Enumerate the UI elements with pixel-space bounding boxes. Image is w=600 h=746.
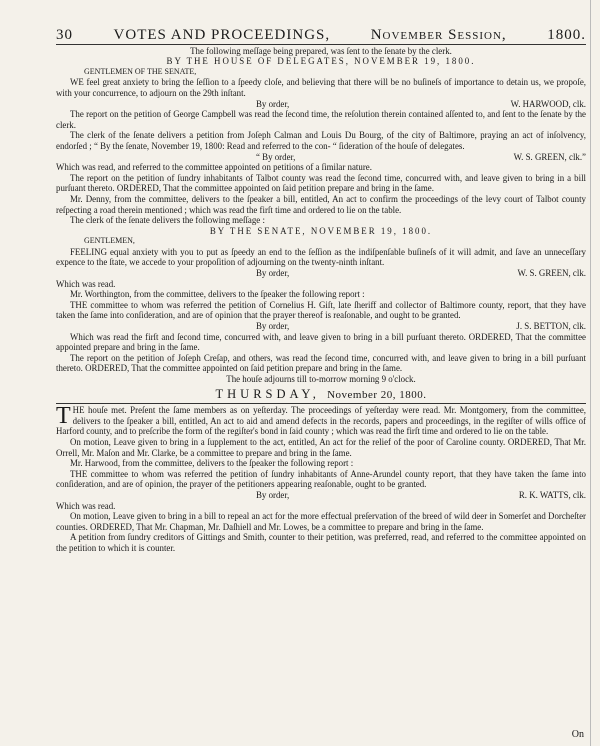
message-heading: BY THE HOUSE OF DELEGATES, NOVEMBER 19, 1800. (166, 56, 476, 67)
page-header (56, 27, 586, 43)
paragraph: A petition from ſundry creditors of Gittings and Smith, counter to their petition, was preferred, read, and referred to the committee appointed on the petition to which it is counter. (56, 532, 586, 553)
paragraph: Mr. Denny, from the committee, delivers to the ſpeaker a bill, entitled, An act to confirm the proceedings of the levy court of Talbot county reſpecting a road therein mentioned ; which was read the firſt time and ordered to lie on the table. (56, 193, 586, 215)
paragraph: Mr. Worthington, from the committee, delivers to the ſpeaker the following report : (70, 289, 365, 300)
signature-line: By order, W. HARWOOD, clk. (256, 98, 586, 109)
paragraph: The report on the petition of ſundry inhabitants of Talbot county was read the ſecond time, concurred with, and leave given to bring in a bill purſuant thereto. ORDERED, That the committee appointed on ſaid petition prepare and bring in the ſame. (56, 172, 586, 194)
page-edge (590, 0, 591, 746)
catchword: On (571, 729, 584, 740)
paragraph: The clerk of the ſenate delivers a petition from Joſeph Calman and Louis Du Bourg, of the city of Baltimore, praying an act of inſolvency, endorſed ; “ By the ſenate, November 19, 1800: Read and referred to the con- “ ſideration of the houſe of delegates. (56, 130, 586, 151)
paragraph: THE houſe met. Preſent the ſame members as on yeſterday. The proceedings of yeſterday were read. Mr. Montgomery, from the committee, delivers to the ſpeaker a bill, entitled, An act to aid and amend defects in the records, papers and proceedings, in the regiſter of wills office of Harford county, and to preſcribe the form of the regiſter's bond in ſaid county ; which was read the firſt time and ordered to lie on the table. (56, 403, 586, 437)
paragraph: The report on the petition of Joſeph Creſap, and others, was read the ſecond time, concurred with, and leave given to bring in a bill purſuant thereto. ORDERED, That the committee appointed on ſaid petition prepare and bring in the ſame. (56, 352, 586, 374)
session-label: November Session, (370, 27, 507, 43)
paragraph: THE committee to whom was referred the petition of ſundry inhabitants of Anne-Arundel county report, that they have taken the ſame into conſideration, and are of opinion, the prayer of the petitioners appearing reaſonable, ought to be granted. (56, 468, 586, 490)
paragraph: The report on the petition of George Campbell was read the ſecond time, the reſolution therein contained aſſented to, and ſent to the ſenate by the clerk. (56, 109, 586, 130)
signature-line: By order, R. K. WATTS, clk. (256, 489, 586, 500)
paragraph: On motion, Leave given to bring in a bill to repeal an act for the more effectual preſervation of the breed of wild deer in Somerſet and Dorcheſter counties. ORDERED, That Mr. Chapman, Mr. Daſhiell and Mr. Lowes, be a committee to prepare and bring in the ſame. (56, 511, 586, 532)
salutation: GENTLEMEN, (84, 236, 135, 246)
day-heading (56, 386, 586, 401)
paragraph: Mr. Harwood, from the committee, delivers to the ſpeaker the following report : (70, 458, 354, 469)
signature-line: “ By order, W. S. GREEN, clk.” (256, 151, 586, 162)
day-date: November 20, 1800. (327, 388, 427, 401)
document-page (56, 27, 586, 554)
paragraph: Which was read, and referred to the committee appointed on petitions of a ſimilar nature. (56, 162, 372, 173)
header-year: 1800. (547, 27, 586, 43)
signature-line: By order, W. S. GREEN, clk. (256, 268, 586, 279)
message-heading: BY THE SENATE, NOVEMBER 19, 1800. (209, 225, 433, 236)
page-number: 30 (56, 27, 73, 43)
paragraph: FEELING equal anxiety with you to put as ſpeedy an end to the ſeſſion as the indiſpenſable buſineſs of it will admit, and ſave an unneceſſary expence to the ſtate, we accede to your propoſition of adjourning on the twenty-ninth inſtant. (56, 246, 586, 268)
paragraph: WE feel great anxiety to bring the ſeſſion to a ſpeedy cloſe, and believing that there will be no buſineſs of importance to detain us, we propoſe, with your concurrence, to adjourn on the 29th inſtant. (56, 77, 586, 98)
salutation: GENTLEMEN OF THE SENATE, (84, 66, 197, 76)
running-title: VOTES AND PROCEEDINGS, (113, 27, 331, 43)
adjournment-line: The houſe adjourns till to-morrow morning 9 o'clock. (226, 374, 416, 384)
drop-cap: T (56, 403, 71, 430)
paragraph: The clerk of the ſenate delivers the following meſſage : (70, 215, 265, 226)
paragraph: The following meſſage being prepared, was ſent to the ſenate by the clerk. (190, 45, 452, 56)
header-rule (56, 44, 586, 45)
paragraph: THE committee to whom was referred the petition of Cornelius H. Giſt, late ſheriff and collector of Baltimore county, report, that they have taken the ſame into conſideration, and are of opinion that the prayer thereof is reaſonable, and ought to be granted. (56, 299, 586, 321)
paragraph: Which was read the firſt and ſecond time, concurred with, and leave given to bring in a bill purſuant thereto. ORDERED, That the committee appointed prepare and bring in the ſame. (56, 331, 586, 353)
signature-line: By order, J. S. BETTON, clk. (256, 321, 586, 332)
day-name: THURSDAY, (215, 386, 320, 401)
paragraph: Which was read. (56, 500, 116, 511)
paragraph: On motion, Leave given to bring in a ſupplement to the act, entitled, An act for the relief of the poor of Caroline county. ORDERED, That Mr. Orrell, Mr. Maſon and Mr. Clarke, be a committee to prepare and bring in the ſame. (56, 436, 586, 458)
paragraph: Which was read. (56, 278, 116, 289)
